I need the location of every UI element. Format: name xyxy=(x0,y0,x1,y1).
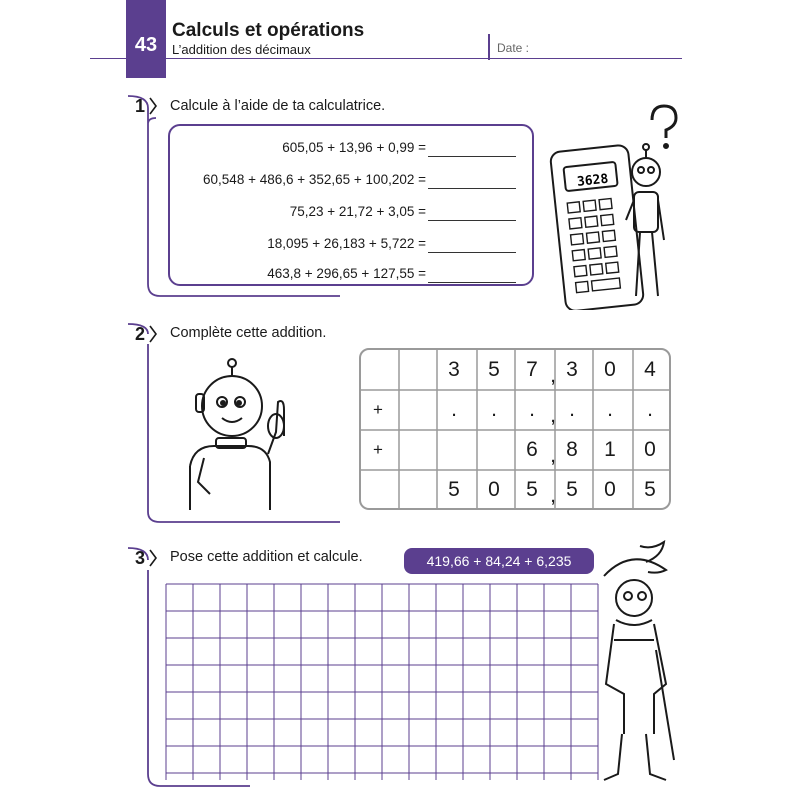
operator-plus: + xyxy=(373,440,383,459)
decimal-comma: , xyxy=(550,364,556,387)
addition-digit: 5 xyxy=(644,478,656,501)
equation-5: 463,8 + 296,65 + 127,55 = xyxy=(267,266,426,281)
exercise-3-number: 3 xyxy=(134,548,145,568)
operator-plus: + xyxy=(373,400,383,419)
answer-line-3[interactable] xyxy=(428,220,516,221)
addition-digit[interactable]: . xyxy=(569,398,575,421)
addition-digit[interactable]: . xyxy=(647,398,653,421)
addition-digit: 1 xyxy=(604,438,616,461)
addition-digit: 5 xyxy=(448,478,460,501)
addition-digit: 5 xyxy=(566,478,578,501)
musketeer-illustration xyxy=(596,540,678,790)
addition-digit: 0 xyxy=(644,438,656,461)
addition-digit: 8 xyxy=(566,438,578,461)
addition-digit: 7 xyxy=(526,358,538,381)
exercise-2-number: 2 xyxy=(134,324,145,344)
date-label: Date : xyxy=(497,41,530,55)
addition-digit: 3 xyxy=(566,358,578,381)
addition-digit: 3 xyxy=(448,358,460,381)
addition-digit[interactable]: . xyxy=(451,398,457,421)
decimal-comma: , xyxy=(550,444,556,467)
equation-2: 60,548 + 486,6 + 352,65 + 100,202 = xyxy=(203,172,426,187)
expression-badge: 419,66 + 84,24 + 6,235 xyxy=(404,548,594,574)
addition-digit: 0 xyxy=(488,478,500,501)
answer-line-2[interactable] xyxy=(428,188,516,189)
addition-digit[interactable]: . xyxy=(607,398,613,421)
page-title: Calculs et opérations xyxy=(172,20,365,41)
equation-3: 75,23 + 21,72 + 3,05 = xyxy=(289,204,426,219)
addition-digit: 0 xyxy=(604,478,616,501)
addition-digit: 4 xyxy=(644,358,656,381)
decimal-comma: , xyxy=(550,404,556,427)
robot-illustration xyxy=(176,358,300,518)
exercise-2-instruction: Complète cette addition. xyxy=(170,325,327,341)
calculator-robot-illustration xyxy=(548,100,678,310)
addition-digit: 6 xyxy=(526,438,538,461)
equation-4: 18,095 + 26,183 + 5,722 = xyxy=(267,236,426,251)
answer-line-1[interactable] xyxy=(428,156,516,157)
decimal-comma: , xyxy=(550,484,556,507)
addition-digit: 5 xyxy=(488,358,500,381)
exercise-1-number: 1 xyxy=(134,96,145,116)
page-subtitle: L’addition des décimaux xyxy=(172,42,311,57)
lesson-number: 43 xyxy=(134,34,158,56)
answer-line-5[interactable] xyxy=(428,282,516,283)
equation-1: 605,05 + 13,96 + 0,99 = xyxy=(282,140,426,155)
squared-grid[interactable] xyxy=(164,582,600,782)
addition-digit[interactable]: . xyxy=(529,398,535,421)
exercise-1-instruction: Calcule à l’aide de ta calculatrice. xyxy=(170,98,386,114)
addition-digit[interactable]: . xyxy=(491,398,497,421)
answer-line-4[interactable] xyxy=(428,252,516,253)
addition-digit: 0 xyxy=(604,358,616,381)
addition-digit: 5 xyxy=(526,478,538,501)
calculator-display: 3628 xyxy=(576,171,610,190)
exercise-3-instruction: Pose cette addition et calcule. xyxy=(170,549,363,565)
